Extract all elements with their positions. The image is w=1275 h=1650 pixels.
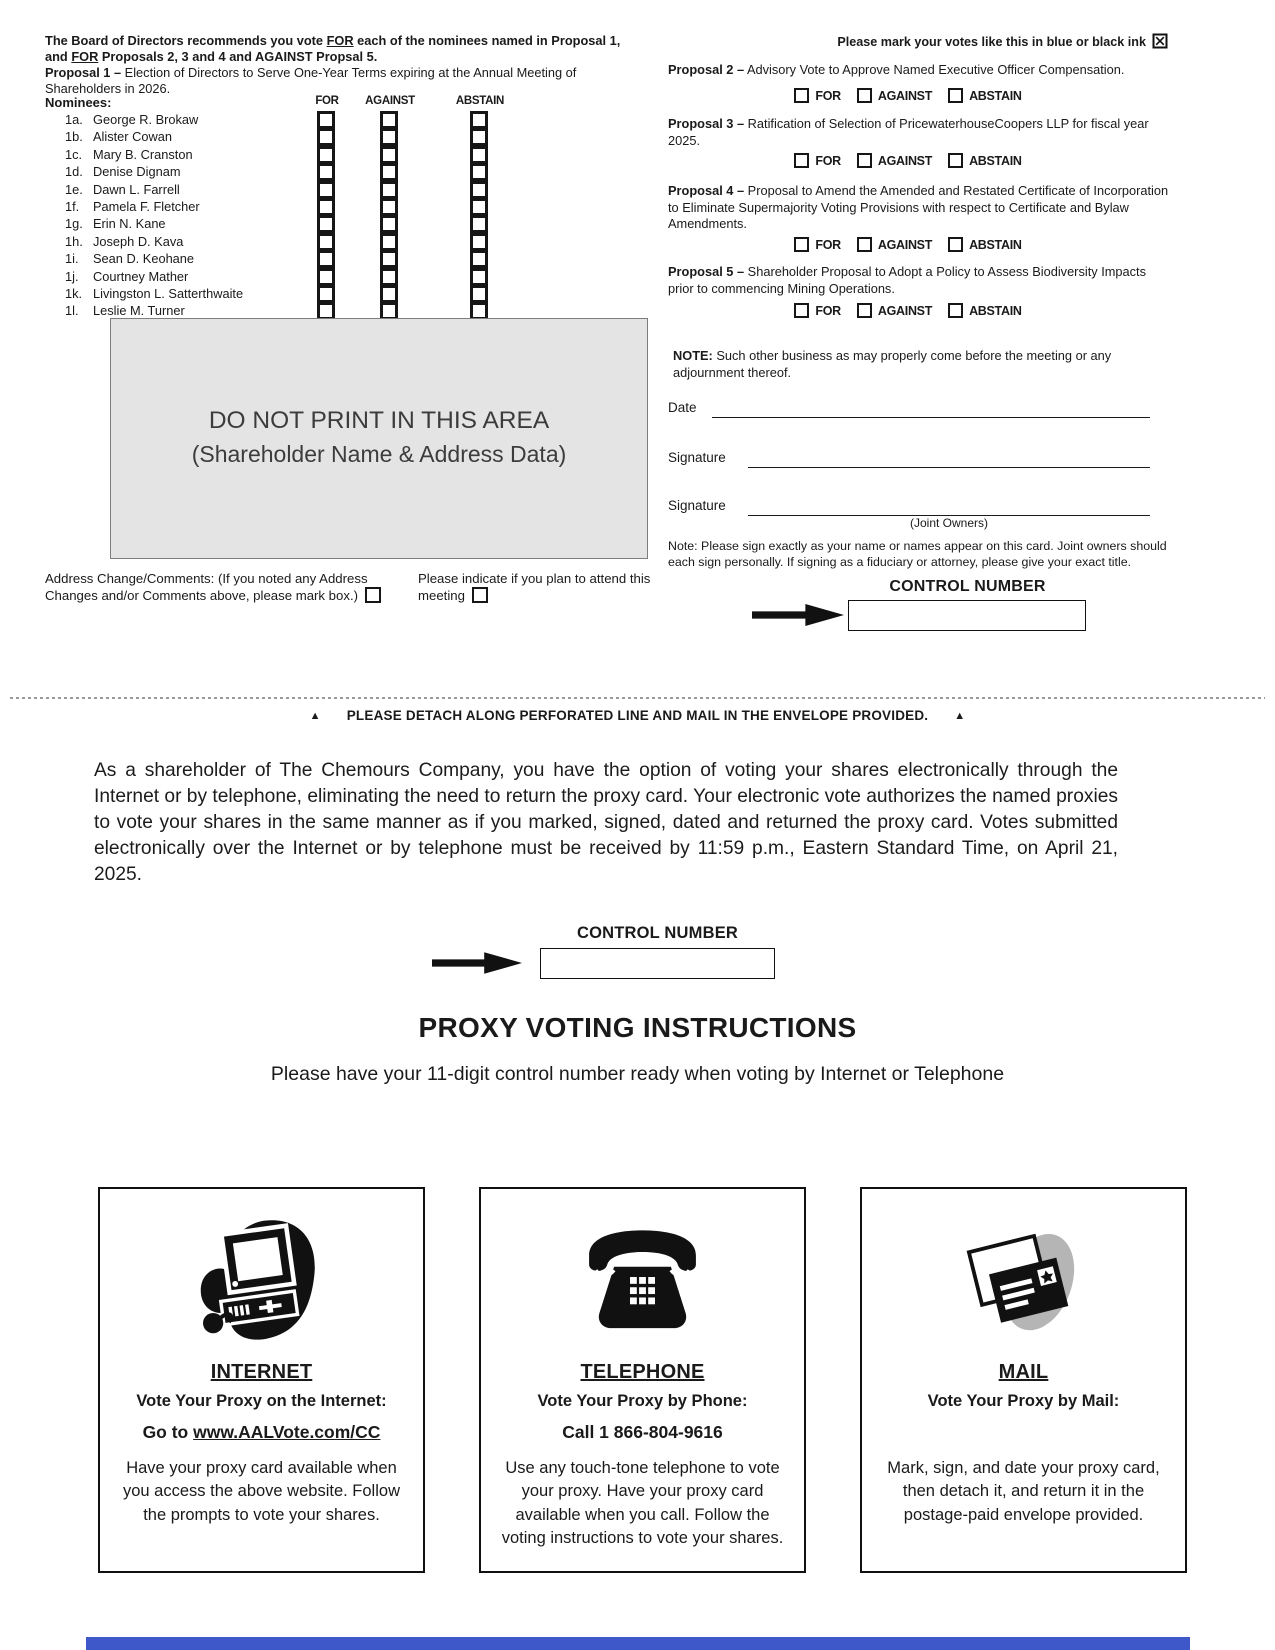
vote-option-abstain[interactable] bbox=[948, 237, 1022, 252]
nominee-name: Alister Cowan bbox=[93, 129, 172, 145]
nominee-id: 1j. bbox=[65, 268, 79, 284]
nominee-id: 1e. bbox=[65, 181, 83, 197]
for-checkbox[interactable] bbox=[317, 250, 335, 268]
against-checkbox[interactable] bbox=[857, 88, 872, 103]
column-header-abstain: ABSTAIN bbox=[455, 95, 505, 107]
detach-text: PLEASE DETACH ALONG PERFORATED LINE AND MAIL IN THE ENVELOPE PROVIDED. bbox=[346, 708, 929, 723]
date-line[interactable] bbox=[712, 399, 1150, 418]
abstain-checkbox[interactable] bbox=[948, 88, 963, 103]
nominee-id: 1i. bbox=[65, 251, 79, 267]
control-number-box[interactable] bbox=[848, 600, 1086, 631]
against-checkbox[interactable] bbox=[380, 285, 398, 303]
nominee-name: Mary B. Cranston bbox=[93, 146, 193, 162]
abstain-checkbox[interactable] bbox=[470, 268, 488, 286]
nominee-row bbox=[45, 111, 605, 128]
nominee-name: Joseph D. Kava bbox=[93, 233, 184, 249]
against-label: AGAINST bbox=[877, 303, 933, 318]
telephone-title: TELEPHONE bbox=[580, 1361, 705, 1383]
nominee-name: Livingston L. Satterthwaite bbox=[93, 285, 244, 301]
vote-option-for[interactable] bbox=[794, 153, 841, 168]
proposal-2-vote-row bbox=[668, 88, 1148, 103]
abstain-checkbox[interactable] bbox=[948, 237, 963, 252]
nominee-table bbox=[45, 111, 605, 320]
proposal-4-text: Proposal to Amend the Amended and Restated Certificate of Incorporation to Eliminate Supermajority Voting Provisions with respect to Certificate and Bylaw Amendments. bbox=[668, 183, 1169, 232]
arrow-right-icon bbox=[432, 951, 522, 975]
note-text: Such other business as may properly come before the meeting or any adjournment thereof. bbox=[673, 348, 1112, 380]
vote-website-link[interactable]: www.AALVote.com/CC bbox=[193, 1422, 381, 1442]
internet-body: Have your proxy card available when you access the above website. Follow the prompts to vote your shares. bbox=[123, 1459, 400, 1524]
for-checkbox[interactable] bbox=[317, 268, 335, 286]
vote-option-against[interactable] bbox=[857, 153, 932, 168]
for-label: FOR bbox=[815, 88, 841, 103]
do-not-print-line2: (Shareholder Name & Address Data) bbox=[191, 441, 567, 467]
signature-label: Signature bbox=[668, 450, 726, 465]
nominee-row bbox=[45, 250, 605, 267]
against-checkbox[interactable] bbox=[380, 111, 398, 129]
proposal-2-label: Proposal 2 – bbox=[668, 62, 745, 77]
abstain-checkbox[interactable] bbox=[470, 215, 488, 233]
telephone-number: Call 1 866-804-9616 bbox=[562, 1422, 723, 1442]
abstain-checkbox[interactable] bbox=[470, 285, 488, 303]
note-label: NOTE: bbox=[673, 348, 713, 363]
mail-method-box bbox=[860, 1187, 1187, 1573]
electronic-voting-paragraph: As a shareholder of The Chemours Company, you have the option of voting your shares electronically through the Internet or by telephone, eliminating the need to return the proxy card. Your electronic vote authorizes the named proxies to vote your shares in the same manner as if you marked, signed, dated and returned the proxy card. Votes submitted electronically over the Internet or by telephone must be received by 11:59 p.m., Eastern Standard Time, on April 21, 2025. bbox=[94, 760, 1118, 886]
nominee-name: Courtney Mather bbox=[93, 268, 189, 284]
address-change-note bbox=[45, 570, 390, 605]
nominee-row bbox=[45, 268, 605, 285]
internet-subtitle: Vote Your Proxy on the Internet: bbox=[136, 1392, 387, 1410]
proposal-3 bbox=[668, 116, 1170, 149]
against-checkbox[interactable] bbox=[857, 153, 872, 168]
proposal-4-vote-row bbox=[668, 237, 1148, 252]
nominee-name: Sean D. Keohane bbox=[93, 251, 195, 267]
telephone-subtitle: Vote Your Proxy by Phone: bbox=[537, 1392, 748, 1410]
internet-method-box bbox=[98, 1187, 425, 1573]
date-label: Date bbox=[668, 400, 697, 415]
abstain-label: ABSTAIN bbox=[969, 88, 1022, 103]
attend-meeting-note bbox=[418, 570, 658, 605]
vote-option-for[interactable] bbox=[794, 237, 841, 252]
attend-meeting-text: Please indicate if you plan to attend this meeting bbox=[418, 571, 651, 604]
telephone-method-box bbox=[479, 1187, 806, 1573]
proposal-3-text: Ratification of Selection of PricewaterhouseCoopers LLP for fiscal year 2025. bbox=[668, 116, 1149, 148]
nominee-name: Denise Dignam bbox=[93, 164, 181, 180]
column-header-against: AGAINST bbox=[365, 95, 415, 107]
for-checkbox[interactable] bbox=[317, 198, 335, 216]
telephone-body: Use any touch-tone telephone to vote your proxy. Have your proxy card available when you call. Follow the voting instructions to vote your shares. bbox=[501, 1459, 784, 1548]
intro-text-2: each of the nominees named in Proposal 1, and bbox=[45, 33, 621, 65]
nominee-id: 1l. bbox=[65, 303, 79, 319]
intro-for-2: FOR bbox=[71, 49, 99, 65]
mail-body: Mark, sign, and date your proxy card, then detach it, and return it in the postage-paid envelope provided. bbox=[887, 1459, 1160, 1524]
against-checkbox[interactable] bbox=[857, 303, 872, 318]
proposal-3-vote-row bbox=[668, 153, 1148, 168]
attend-meeting-checkbox[interactable] bbox=[472, 587, 488, 603]
against-checkbox[interactable] bbox=[380, 128, 398, 146]
arrow-right-icon bbox=[752, 603, 844, 627]
vote-option-for[interactable] bbox=[794, 303, 841, 318]
abstain-label: ABSTAIN bbox=[969, 237, 1022, 252]
proposal-5 bbox=[668, 264, 1170, 297]
internet-title: INTERNET bbox=[210, 1361, 313, 1383]
against-checkbox[interactable] bbox=[380, 233, 398, 251]
for-checkbox[interactable] bbox=[794, 237, 809, 252]
abstain-checkbox[interactable] bbox=[470, 128, 488, 146]
nominees-header bbox=[45, 95, 605, 112]
other-business-note bbox=[673, 348, 1173, 381]
nominee-row bbox=[45, 285, 605, 302]
go-to-text: Go to bbox=[142, 1422, 194, 1442]
proposal-2 bbox=[668, 62, 1170, 79]
for-checkbox[interactable] bbox=[317, 146, 335, 164]
signature2-label: Signature bbox=[668, 498, 726, 513]
control-number-label: CONTROL NUMBER bbox=[889, 578, 1046, 595]
proposal-3-label: Proposal 3 – bbox=[668, 116, 745, 131]
vote-option-against[interactable] bbox=[857, 237, 932, 252]
for-label: FOR bbox=[815, 303, 841, 318]
proposal-4 bbox=[668, 183, 1170, 233]
nominee-name: Leslie M. Turner bbox=[93, 303, 185, 319]
computer-icon bbox=[194, 1205, 329, 1357]
proxy-voting-instructions-title: PROXY VOTING INSTRUCTIONS bbox=[418, 1012, 857, 1043]
for-checkbox[interactable] bbox=[317, 285, 335, 303]
abstain-checkbox[interactable] bbox=[470, 146, 488, 164]
abstain-checkbox[interactable] bbox=[948, 303, 963, 318]
for-label: FOR bbox=[815, 153, 841, 168]
against-checkbox[interactable] bbox=[380, 268, 398, 286]
nominee-row bbox=[45, 146, 605, 163]
proposal-5-vote-row bbox=[668, 303, 1148, 318]
nominee-row bbox=[45, 215, 605, 232]
internet-action bbox=[143, 1422, 381, 1445]
nominee-row bbox=[45, 181, 605, 198]
control-number-label-mid: CONTROL NUMBER bbox=[576, 924, 739, 942]
abstain-checkbox[interactable] bbox=[470, 111, 488, 129]
sign-exactly-note: Note: Please sign exactly as your name or names appear on this card. Joint owners should each sign personally. If signing as a fiduciary or attorney, please give your exact title. bbox=[668, 539, 1167, 570]
bottom-blue-bar bbox=[86, 1637, 1190, 1650]
telephone-icon bbox=[580, 1205, 705, 1357]
signature-line[interactable] bbox=[748, 449, 1150, 468]
nominee-id: 1g. bbox=[65, 216, 83, 232]
nominee-id: 1d. bbox=[65, 164, 83, 180]
nominee-row bbox=[45, 128, 605, 145]
proposal-2-text: Advisory Vote to Approve Named Executive Officer Compensation. bbox=[746, 62, 1125, 77]
address-change-text: Address Change/Comments: (If you noted any Address Changes and/or Comments above, please mark box.) bbox=[45, 571, 368, 604]
proposal-4-label: Proposal 4 – bbox=[668, 183, 745, 198]
nominee-id: 1h. bbox=[65, 233, 83, 249]
vote-option-against[interactable] bbox=[857, 303, 932, 318]
nominee-name: Dawn L. Farrell bbox=[93, 181, 180, 197]
nominees-label: Nominees: bbox=[45, 95, 112, 110]
triangle-up-icon: ▲ bbox=[309, 710, 321, 722]
perforation-line bbox=[10, 697, 1265, 699]
proposal-1-label: Proposal 1 – bbox=[45, 65, 122, 80]
against-checkbox[interactable] bbox=[380, 215, 398, 233]
abstain-checkbox[interactable] bbox=[948, 153, 963, 168]
against-checkbox[interactable] bbox=[380, 181, 398, 199]
for-label: FOR bbox=[815, 237, 841, 252]
abstain-checkbox[interactable] bbox=[470, 233, 488, 251]
mark-votes-instruction bbox=[668, 33, 1168, 52]
for-checkbox[interactable] bbox=[317, 181, 335, 199]
control-number-box-mid[interactable] bbox=[540, 948, 775, 979]
nominee-id: 1f. bbox=[65, 198, 80, 214]
against-checkbox[interactable] bbox=[380, 250, 398, 268]
abstain-checkbox[interactable] bbox=[470, 181, 488, 199]
for-checkbox[interactable] bbox=[794, 153, 809, 168]
nominee-name: George R. Brokaw bbox=[93, 112, 199, 127]
intro-for-1: FOR bbox=[326, 33, 354, 48]
nominee-id: 1b. bbox=[65, 129, 83, 145]
nominee-row bbox=[45, 233, 605, 250]
joint-owners-caption: (Joint Owners) bbox=[909, 516, 989, 530]
for-checkbox[interactable] bbox=[317, 111, 335, 129]
intro-text-1: The Board of Directors recommends you vote bbox=[45, 33, 327, 48]
nominee-name: Pamela F. Fletcher bbox=[93, 198, 200, 214]
nominee-id: 1k. bbox=[65, 285, 83, 301]
nominee-row bbox=[45, 198, 605, 215]
vote-option-for[interactable] bbox=[794, 88, 841, 103]
mail-subtitle: Vote Your Proxy by Mail: bbox=[927, 1392, 1120, 1410]
mark-votes-text: Please mark your votes like this in blue or black ink bbox=[837, 35, 1146, 49]
address-change-checkbox[interactable] bbox=[365, 587, 381, 603]
nominee-id: 1c. bbox=[65, 146, 83, 162]
detach-instruction bbox=[0, 708, 1275, 723]
against-checkbox[interactable] bbox=[380, 146, 398, 164]
for-checkbox[interactable] bbox=[317, 215, 335, 233]
nominee-id: 1a. bbox=[65, 112, 83, 127]
for-checkbox[interactable] bbox=[317, 233, 335, 251]
abstain-label: ABSTAIN bbox=[969, 303, 1022, 318]
proxy-voting-instructions-subtitle: Please have your 11-digit control number ready when voting by Internet or Telephone bbox=[270, 1063, 1005, 1085]
for-checkbox[interactable] bbox=[317, 128, 335, 146]
marked-checkbox-example-icon bbox=[1152, 33, 1168, 52]
proposal-1 bbox=[45, 65, 645, 98]
against-checkbox[interactable] bbox=[380, 163, 398, 181]
do-not-print-area bbox=[110, 318, 648, 559]
board-recommendation bbox=[45, 33, 645, 66]
signature2-line[interactable] bbox=[748, 497, 1150, 516]
for-checkbox[interactable] bbox=[794, 303, 809, 318]
against-label: AGAINST bbox=[877, 237, 933, 252]
for-checkbox[interactable] bbox=[317, 163, 335, 181]
against-checkbox[interactable] bbox=[380, 198, 398, 216]
do-not-print-line1: DO NOT PRINT IN THIS AREA bbox=[208, 407, 550, 434]
abstain-checkbox[interactable] bbox=[470, 163, 488, 181]
vote-option-abstain[interactable] bbox=[948, 88, 1022, 103]
nominee-name: Erin N. Kane bbox=[93, 216, 166, 232]
triangle-up-icon: ▲ bbox=[954, 710, 966, 722]
mail-title: MAIL bbox=[998, 1361, 1049, 1383]
vote-option-abstain[interactable] bbox=[948, 303, 1022, 318]
against-label: AGAINST bbox=[877, 88, 933, 103]
for-checkbox[interactable] bbox=[794, 88, 809, 103]
against-label: AGAINST bbox=[877, 153, 933, 168]
intro-text-3: Proposals 2, 3 and 4 and AGAINST Propsal 5. bbox=[98, 49, 378, 65]
against-checkbox[interactable] bbox=[857, 237, 872, 252]
column-header-for: FOR bbox=[315, 95, 339, 107]
vote-option-abstain[interactable] bbox=[948, 153, 1022, 168]
abstain-checkbox[interactable] bbox=[470, 198, 488, 216]
mail-icon bbox=[959, 1205, 1089, 1357]
nominee-row bbox=[45, 163, 605, 180]
proposal-5-label: Proposal 5 – bbox=[668, 264, 745, 279]
proposal-1-text: Election of Directors to Serve One-Year Terms expiring at the Annual Meeting of Shareholders in 2026. bbox=[45, 65, 577, 97]
abstain-label: ABSTAIN bbox=[969, 153, 1022, 168]
proposal-5-text: Shareholder Proposal to Adopt a Policy to Assess Biodiversity Impacts prior to commencing Mining Operations. bbox=[668, 264, 1146, 296]
vote-option-against[interactable] bbox=[857, 88, 932, 103]
abstain-checkbox[interactable] bbox=[470, 250, 488, 268]
